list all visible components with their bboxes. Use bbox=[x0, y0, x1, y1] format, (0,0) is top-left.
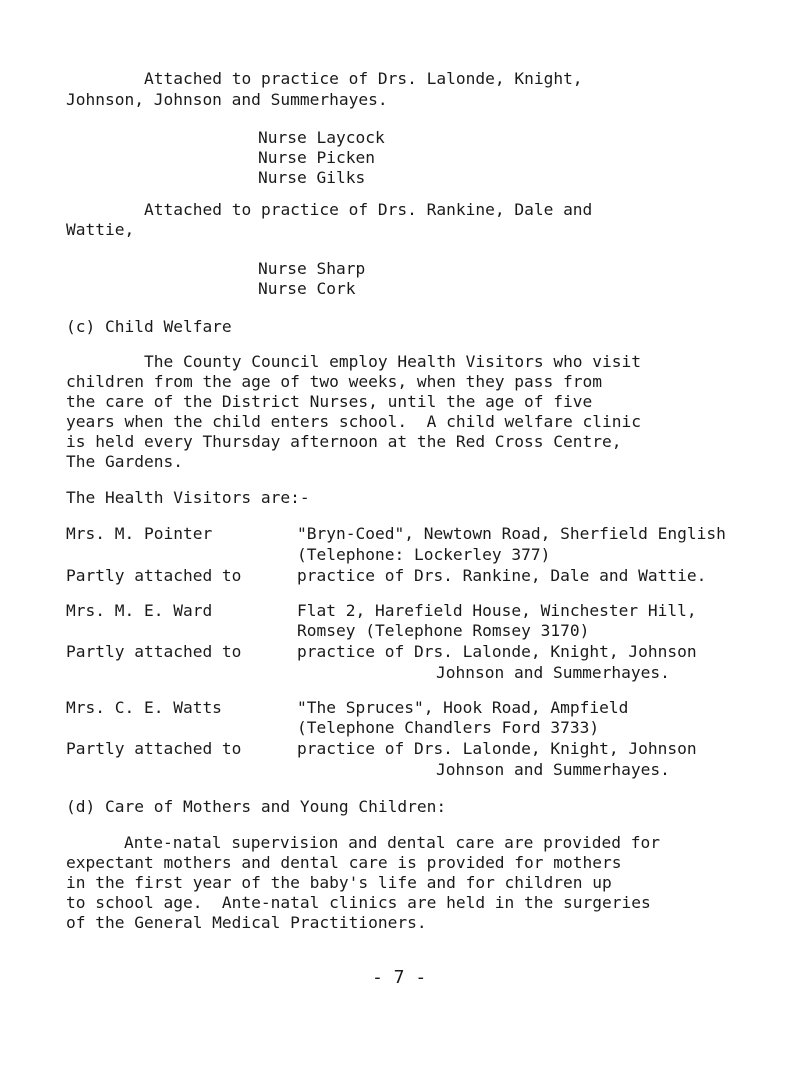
nurse-picken: Nurse Picken bbox=[258, 148, 375, 167]
nurse-laycock: Nurse Laycock bbox=[258, 128, 385, 147]
attach1-line2: Johnson, Johnson and Summerhayes. bbox=[66, 90, 388, 109]
nurse-cork: Nurse Cork bbox=[258, 279, 356, 298]
child-welfare-heading: (c) Child Welfare bbox=[66, 317, 232, 336]
visitor-address: Romsey (Telephone Romsey 3170) bbox=[297, 621, 590, 640]
visitor-attached: practice of Drs. Lalonde, Knight, Johnson bbox=[297, 642, 697, 661]
visitor-address: "The Spruces", Hook Road, Ampfield bbox=[297, 698, 629, 717]
visitor-address: (Telephone Chandlers Ford 3733) bbox=[297, 718, 600, 737]
nurse-gilks: Nurse Gilks bbox=[258, 168, 366, 187]
health-visitors-intro: The Health Visitors are:- bbox=[66, 488, 310, 507]
visitor-attached-prefix: Partly attached to bbox=[66, 566, 242, 585]
mothers-para-line: expectant mothers and dental care is provided for mothers bbox=[66, 853, 622, 872]
visitor-address: (Telephone: Lockerley 377) bbox=[297, 545, 551, 564]
mothers-para-line: in the first year of the baby's life and for children up bbox=[66, 873, 612, 892]
visitor-name: Mrs. M. E. Ward bbox=[66, 601, 213, 620]
visitor-attached-prefix: Partly attached to bbox=[66, 739, 242, 758]
visitor-name: Mrs. M. Pointer bbox=[66, 524, 213, 543]
child-welfare-para-line: years when the child enters school. A child welfare clinic bbox=[66, 412, 641, 431]
nurse-sharp: Nurse Sharp bbox=[258, 259, 366, 278]
mothers-para-line: of the General Medical Practitioners. bbox=[66, 913, 427, 932]
mothers-para-line: to school age. Ante-natal clinics are held in the surgeries bbox=[66, 893, 651, 912]
child-welfare-para-line: The Gardens. bbox=[66, 452, 183, 471]
page-number: - 7 - bbox=[372, 967, 427, 988]
attach1-line1: Attached to practice of Drs. Lalonde, Knight, bbox=[144, 69, 583, 88]
visitor-name: Mrs. C. E. Watts bbox=[66, 698, 222, 717]
visitor-attached: practice of Drs. Rankine, Dale and Wattie. bbox=[297, 566, 707, 585]
visitor-attached: Johnson and Summerhayes. bbox=[436, 663, 670, 682]
child-welfare-para-line: children from the age of two weeks, when they pass from bbox=[66, 372, 603, 391]
mothers-heading: (d) Care of Mothers and Young Children: bbox=[66, 797, 447, 816]
child-welfare-para-line: The County Council employ Health Visitors who visit bbox=[144, 352, 642, 371]
visitor-address: Flat 2, Harefield House, Winchester Hill, bbox=[297, 601, 697, 620]
mothers-para-line: Ante-natal supervision and dental care are provided for bbox=[124, 833, 661, 852]
visitor-address: "Bryn-Coed", Newtown Road, Sherfield English bbox=[297, 524, 726, 543]
visitor-attached-prefix: Partly attached to bbox=[66, 642, 242, 661]
visitor-attached: practice of Drs. Lalonde, Knight, Johnson bbox=[297, 739, 697, 758]
child-welfare-para-line: is held every Thursday afternoon at the Red Cross Centre, bbox=[66, 432, 622, 451]
child-welfare-para-line: the care of the District Nurses, until the age of five bbox=[66, 392, 593, 411]
attach2-line1: Attached to practice of Drs. Rankine, Dale and bbox=[144, 200, 593, 219]
attach2-line2: Wattie, bbox=[66, 220, 135, 239]
visitor-attached: Johnson and Summerhayes. bbox=[436, 760, 670, 779]
